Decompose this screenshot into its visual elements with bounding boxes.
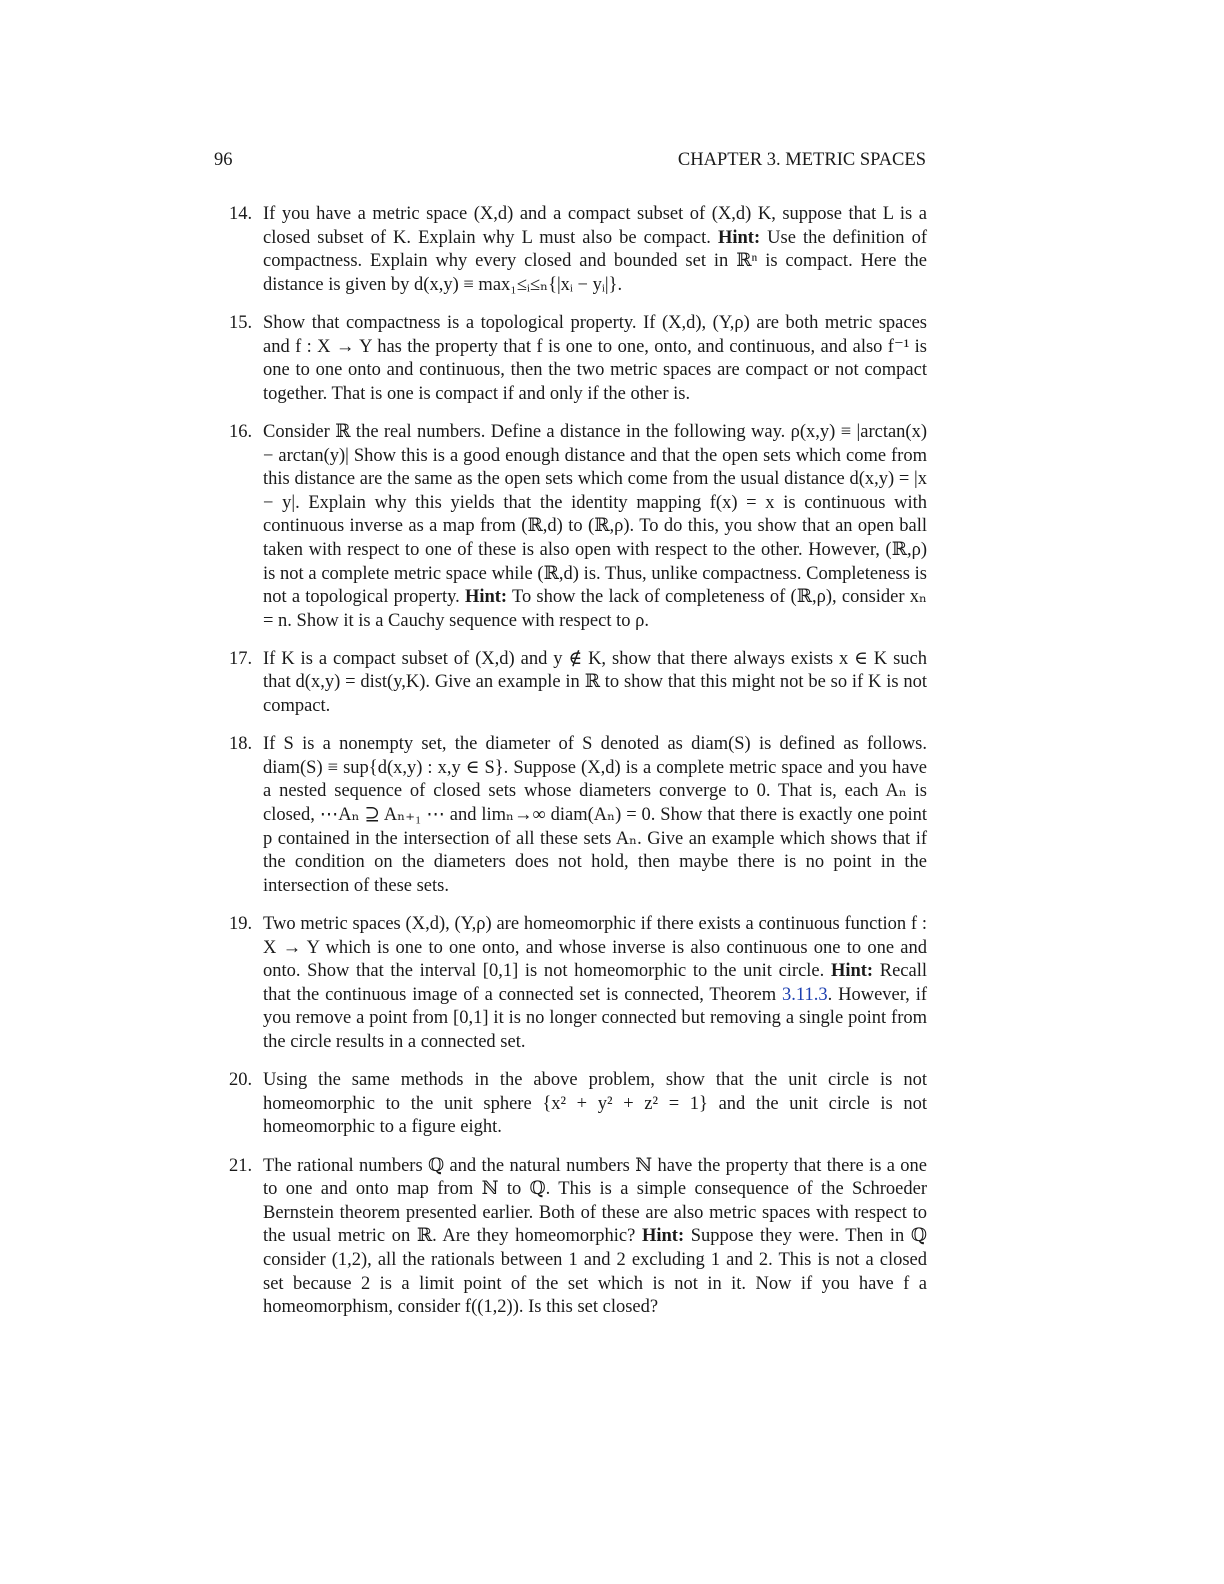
- exercise-text-run: Use the definition of compactness. Explain why every closed and bounded set in ℝⁿ is compact. Here the distance is given by d(x,y) ≡ max₁≤ᵢ≤ₙ{|xᵢ − yᵢ|}.: [263, 227, 928, 295]
- theorem-reference-link[interactable]: 3.11.3: [782, 984, 828, 1005]
- exercise-number: 17.: [229, 648, 253, 669]
- page-header: [214, 148, 926, 172]
- exercise-text: [263, 203, 927, 297]
- exercise-text: [263, 913, 927, 1055]
- exercise-text-run: Recall that the continuous image of a connected set is connected, Theorem: [263, 961, 927, 1005]
- hint-label: Hint:: [641, 1226, 685, 1247]
- exercise-number: 18.: [229, 734, 253, 755]
- hint-label: Hint:: [830, 961, 874, 982]
- exercise-text-run: If K is a compact subset of (X,d) and y ∉ K, show that there always exists x ∈ K such that d(x,y) = dist(y,K). Give an example in ℝ to show that this might not be so if K is not compact.: [263, 648, 927, 717]
- exercise-item: [229, 1155, 927, 1320]
- exercise-text: [263, 648, 927, 719]
- exercise-number: 19.: [229, 914, 253, 934]
- exercise-text-run: Show that compactness is a topological property. If (X,d), (Y,ρ) are both metric spaces and f : X → Y has the property that f is one to one, onto, and continuous, and also f⁻¹ is one to one onto and continuous, then the two metric spaces are compact or not compact together. That is one is compact if and only if the other is.: [263, 312, 927, 404]
- chapter-title: CHAPTER 3. METRIC SPACES: [677, 150, 926, 170]
- exercise-text: [263, 1069, 927, 1140]
- exercise-text-run: Suppose they were. Then in ℚ consider (1,2), all the rationals between 1 and 2 excluding 1 and 2. This is not a closed set because 2 is a limit point of the set which is not in it. Now if you have f a homeomorphism, consider f((1,2)). Is this set closed?: [263, 1226, 927, 1318]
- exercise-item: [229, 203, 927, 297]
- exercise-item: [229, 312, 927, 406]
- exercise-number: 21.: [229, 1155, 253, 1176]
- exercise-text-run: If you have a metric space (X,d) and a compact subset of (X,d) K, suppose that L is a closed subset of K. Explain why L must also be compact.: [263, 204, 927, 248]
- exercise-text: [263, 1155, 927, 1320]
- exercise-item: [229, 648, 927, 719]
- exercise-text-run: . However, if you remove a point from [0,1] it is no longer connected but removing a single point from the circle results in a connected set.: [263, 984, 927, 1052]
- exercise-text-run: To show the lack of completeness of (ℝ,ρ), consider xₙ = n. Show it is a Cauchy sequence with respect to ρ.: [263, 587, 927, 631]
- exercise-text: [263, 733, 927, 898]
- exercise-text-run: If S is a nonempty set, the diameter of S denoted as diam(S) is defined as follows. diam(S) ≡ sup{d(x,y) : x,y ∈ S}. Suppose (X,d) is a complete metric space and you have a nested sequence of closed sets whose diameters converge to 0. That is, each Aₙ is closed, ⋯Aₙ ⊇ Aₙ₊₁ ⋯ and limₙ→∞ diam(Aₙ) = 0. Show that there is exactly one point p contained in the intersection of all these sets Aₙ. Give an example which shows that if the condition on the diameters does not hold, then maybe there is no point in the intersection of these sets.: [263, 734, 927, 896]
- exercise-list: [229, 203, 927, 1334]
- exercise-text: [263, 421, 927, 633]
- exercise-item: [229, 913, 927, 1055]
- page-number: 96: [214, 150, 233, 170]
- exercise-item: [229, 733, 927, 898]
- exercise-text: [263, 312, 927, 406]
- exercise-number: 20.: [229, 1070, 253, 1091]
- exercise-number: 16.: [229, 421, 253, 442]
- exercise-number: 15.: [229, 312, 253, 333]
- hint-label: Hint:: [464, 587, 508, 608]
- exercise-text-run: The rational numbers ℚ and the natural numbers ℕ have the property that there is a one to one and onto map from ℕ to ℚ. This is a simple consequence of the Schroeder Bernstein theorem presented earlier. Both of these are also metric spaces with respect to the usual metric on ℝ. Are they homeomorphic?: [263, 1155, 927, 1247]
- exercise-number: 14.: [229, 204, 253, 224]
- hint-label: Hint:: [717, 227, 761, 248]
- exercise-text-run: Two metric spaces (X,d), (Y,ρ) are homeomorphic if there exists a continuous function f : X → Y which is one to one onto, and whose inverse is also continuous one to one and onto. Show that the interval [0,1] is not homeomorphic to the unit circle.: [263, 914, 927, 982]
- exercise-text-run: Consider ℝ the real numbers. Define a distance in the following way. ρ(x,y) ≡ |arctan(x) − arctan(y)| Show this is a good enough distance and that the open sets which come from this distance are the same as the open sets which come from the usual distance d(x,y) = |x − y|. Explain why this yields that the identity mapping f(x) = x is continuous with continuous inverse as a map from (ℝ,d) to (ℝ,ρ). To do this, you show that an open ball taken with respect to one of these is also open with respect to the other. However, (ℝ,ρ) is not a complete metric space while (ℝ,d) is. Thus, unlike compactness. Completeness is not a topological property.: [263, 421, 927, 608]
- exercise-item: [229, 1069, 927, 1140]
- exercise-item: [229, 421, 927, 633]
- exercise-text-run: Using the same methods in the above problem, show that the unit circle is not homeomorphic to the unit sphere {x² + y² + z² = 1} and the unit circle is not homeomorphic to a figure eight.: [263, 1070, 927, 1138]
